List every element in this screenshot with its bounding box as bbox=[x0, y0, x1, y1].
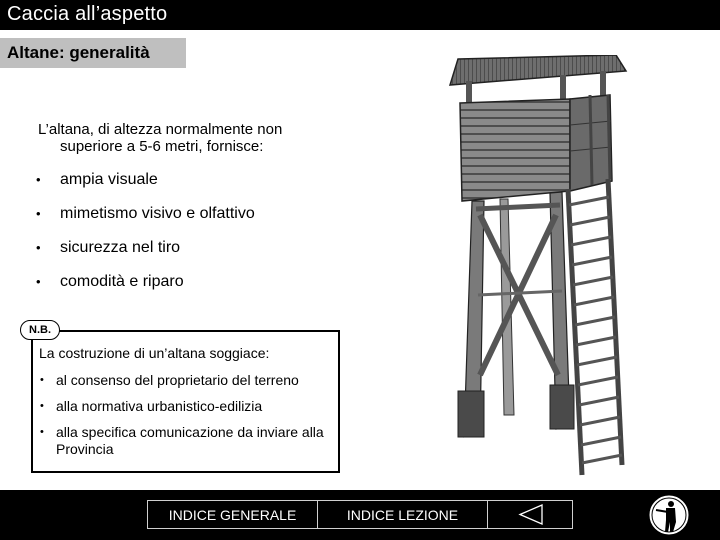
page-title: Caccia all’aspetto bbox=[7, 3, 168, 25]
list-item-text: al consenso del proprietario del terreno bbox=[56, 372, 299, 388]
note-list bbox=[40, 372, 346, 467]
back-arrow-icon bbox=[488, 501, 574, 528]
bullet-icon: • bbox=[40, 374, 44, 386]
list-item bbox=[36, 170, 255, 204]
intro-text bbox=[38, 121, 348, 155]
hunting-tower-illustration bbox=[440, 55, 630, 485]
bullet-icon: • bbox=[40, 426, 44, 438]
list-item-text: comodità e riparo bbox=[60, 273, 184, 290]
section-title-box bbox=[0, 38, 186, 68]
bullet-icon: • bbox=[36, 240, 41, 255]
back-button[interactable] bbox=[487, 500, 573, 529]
header-bar bbox=[0, 0, 720, 30]
list-item bbox=[40, 398, 346, 415]
list-item bbox=[36, 204, 255, 238]
note-tag: N.B. bbox=[20, 320, 60, 340]
list-item-text: mimetismo visivo e olfattivo bbox=[60, 205, 255, 222]
index-lesson-button[interactable]: INDICE LEZIONE bbox=[317, 500, 488, 529]
index-general-button[interactable]: INDICE GENERALE bbox=[147, 500, 318, 529]
intro-line-2: superiore a 5-6 metri, fornisce: bbox=[60, 138, 264, 155]
list-item bbox=[40, 424, 346, 458]
list-item-text: alla normativa urbanistico-edilizia bbox=[56, 398, 263, 414]
list-item-text: sicurezza nel tiro bbox=[60, 239, 181, 256]
intro-line-1: L’altana, di altezza normalmente non bbox=[38, 121, 283, 138]
list-item-text: ampia visuale bbox=[60, 171, 158, 188]
bullet-icon: • bbox=[36, 206, 41, 221]
bullet-icon: • bbox=[36, 172, 41, 187]
list-item-text: alla specifica comunicazione da inviare alla Provincia bbox=[56, 424, 324, 457]
list-item bbox=[36, 272, 255, 306]
hunter-logo-icon[interactable] bbox=[648, 494, 690, 536]
bullet-icon: • bbox=[40, 400, 44, 412]
section-title: Altane: generalità bbox=[7, 43, 150, 62]
note-heading: La costruzione di un’altana soggiace: bbox=[39, 345, 270, 361]
list-item bbox=[36, 238, 255, 272]
bullet-icon: • bbox=[36, 274, 41, 289]
features-list bbox=[36, 170, 255, 306]
list-item bbox=[40, 372, 346, 389]
